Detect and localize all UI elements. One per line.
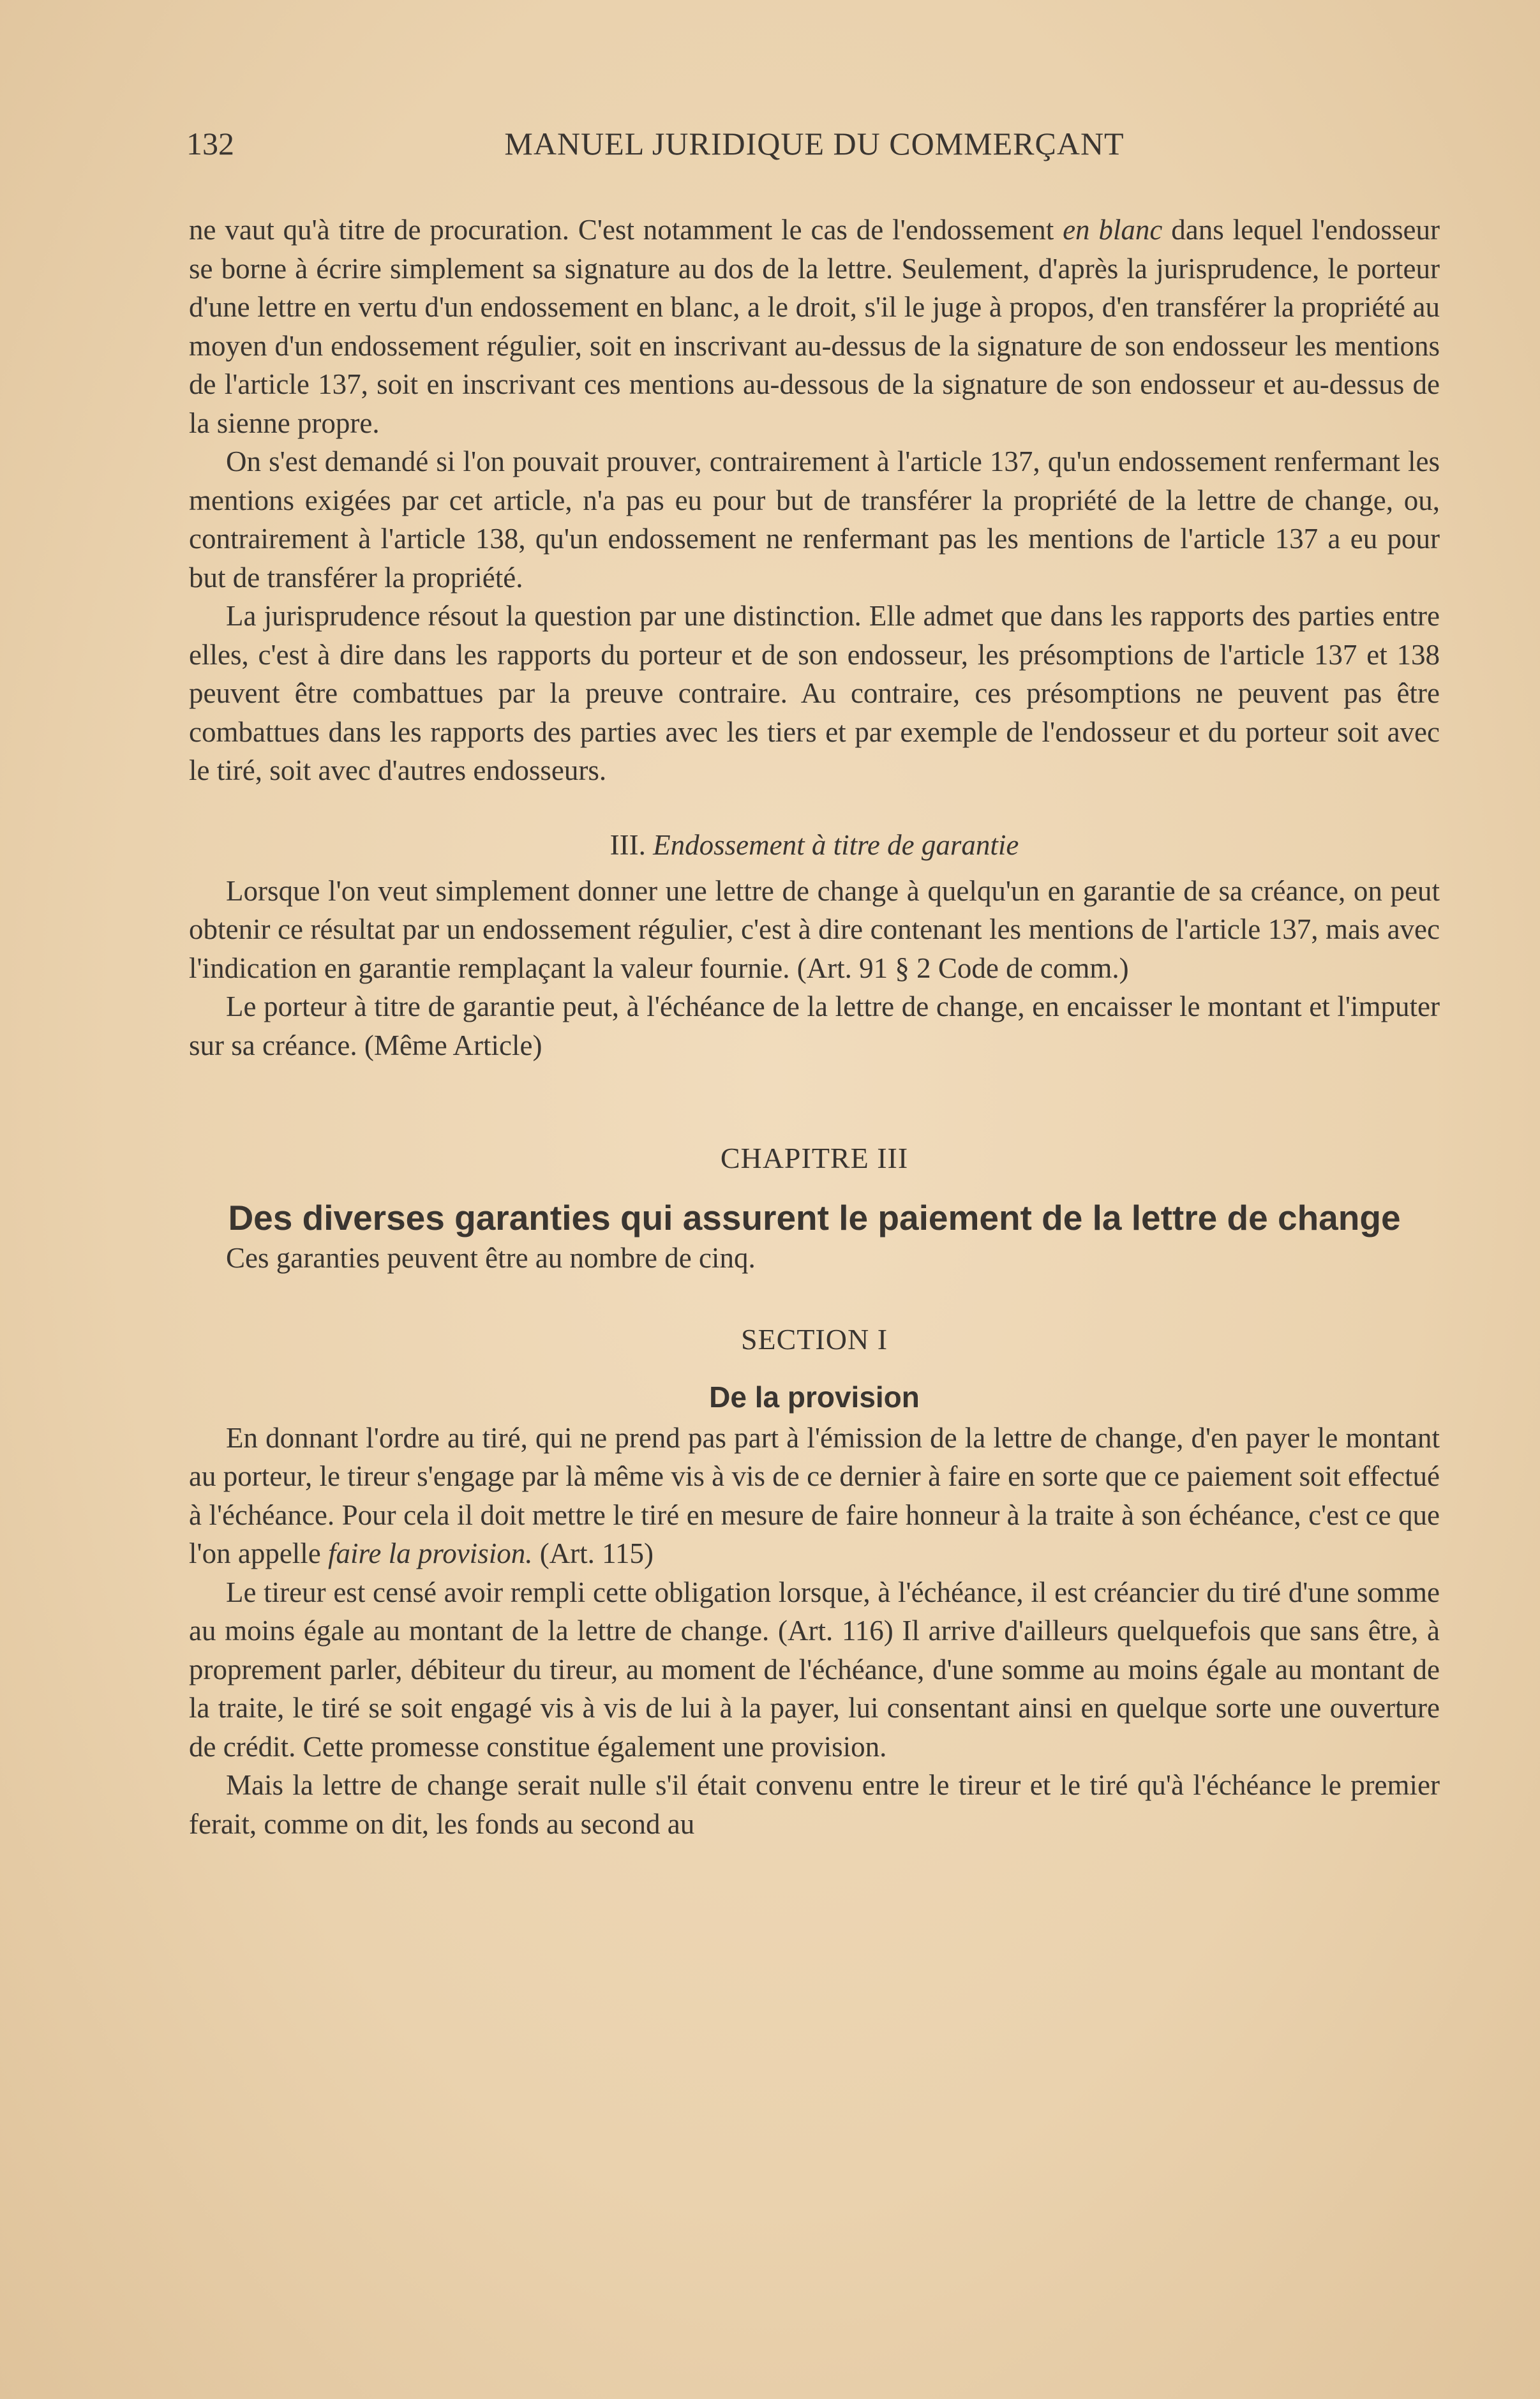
subsection-title: Endossement à titre de garantie bbox=[653, 828, 1019, 861]
paragraph-3: La jurisprudence résout la question par une distinction. Elle admet que dans les rapports des parties entre elles, c'est à dire dans les rapports du porteur et de son endosseur, les présomptions de l'article 137 et 138 peuvent être combattues par la preuve contraire. Au contraire, ces présomptions ne peuvent pas être combattues dans les rapports des parties avec les tiers et par exemple de l'endosseur et du porteur soit avec le tiré, soit avec d'autres endosseurs. bbox=[189, 600, 1440, 786]
paragraph-5: Le porteur à titre de garantie peut, à l'échéance de la lettre de change, en encaisser le montant et l'imputer sur sa créance. (Même Article) bbox=[189, 990, 1440, 1061]
paragraph-8: Mais la lettre de change serait nulle s'il était convenu entre le tireur et le tiré qu'à l'échéance le premier ferait, comme on dit, les fonds au second au bbox=[189, 1769, 1440, 1840]
paragraph-6 bbox=[189, 1419, 1440, 1573]
paragraph-6-italic: faire la provision. bbox=[328, 1537, 533, 1569]
subsection-heading-iii bbox=[189, 826, 1440, 864]
section-heading: SECTION I bbox=[740, 1322, 888, 1356]
paragraph-1 bbox=[189, 211, 1440, 442]
chapter-title: Des diverses garanties qui assurent le paiement de la lettre de change bbox=[228, 1198, 1401, 1237]
page-body bbox=[189, 211, 1440, 1843]
chapter-heading: CHAPITRE III bbox=[720, 1142, 909, 1174]
paragraph-7: Le tireur est censé avoir rempli cette obligation lorsque, à l'échéance, il est créancier du tiré d'une somme au moins égale au montant de la lettre de change. (Art. 116) Il arrive d'ailleurs quelquefois que sans être, à proprement parler, débiteur du tireur, au moment de l'échéance, d'une somme au moins égale au montant de la traite, le tiré se soit engagé vis à vis de lui à la payer, lui consentant ainsi en quelque sorte une ouverture de crédit. Cette promesse constitue également une provision. bbox=[189, 1576, 1440, 1763]
subsection-numeral: III. bbox=[609, 828, 654, 861]
paragraph-6-text-b: (Art. 115) bbox=[532, 1537, 654, 1569]
page-number: 132 bbox=[186, 126, 234, 161]
paragraph-6-text-a: En donnant l'ordre au tiré, qui ne prend pas part à l'émission de la lettre de change, d'en payer le montant au porteur, le tireur s'engage par là même vis à vis de ce dernier à faire en sorte que ce paiement soit effectué à l'échéance. Pour cela il doit mettre le tiré en mesure de faire honneur à la traite à son échéance, c'est ce que l'on appelle bbox=[189, 1421, 1440, 1569]
paragraph-2: On s'est demandé si l'on pouvait prouver, contrairement à l'article 137, qu'un endossement renfermant les mentions exigées par cet article, n'a pas eu pour but de transférer la propriété de la lettre de change, ou, contrairement à l'article 138, qu'un endossement ne renfermant pas les mentions de l'article 137 a eu pour but de transférer la propriété. bbox=[189, 445, 1440, 594]
page-header bbox=[186, 125, 1442, 170]
chapter-intro: Ces garanties peuvent être au nombre de cinq. bbox=[226, 1242, 756, 1274]
paragraph-1-text-b: dans lequel l'endosseur se borne à écrire simplement sa signature au dos de la lettre. Seulement, d'après la jurisprudence, le porteur d'une lettre en vertu d'un endossement en blanc, a le droit, s'il le juge à propos, d'en transférer la propriété au moyen d'un endossement régulier, soit en inscrivant au-dessus de la signature de son endosseur les mentions de l'article 137, soit en inscrivant ces mentions au-dessous de la signature de son endosseur et au-dessus de la sienne propre. bbox=[189, 214, 1440, 439]
section-title: De la provision bbox=[709, 1380, 920, 1414]
paragraph-4: Lorsque l'on veut simplement donner une lettre de change à quelqu'un en garantie de sa créance, on peut obtenir ce résultat par un endossement régulier, c'est à dire contenant les mentions de l'article 137, mais avec l'indication en garantie remplaçant la valeur fournie. (Art. 91 § 2 Code de comm.) bbox=[189, 874, 1440, 984]
paragraph-1-italic: en blanc bbox=[1063, 214, 1163, 246]
paragraph-1-text-a: ne vaut qu'à titre de procuration. C'est notamment le cas de l'endossement bbox=[189, 214, 1063, 246]
running-title: MANUEL JURIDIQUE DU COMMERÇANT bbox=[504, 126, 1125, 161]
